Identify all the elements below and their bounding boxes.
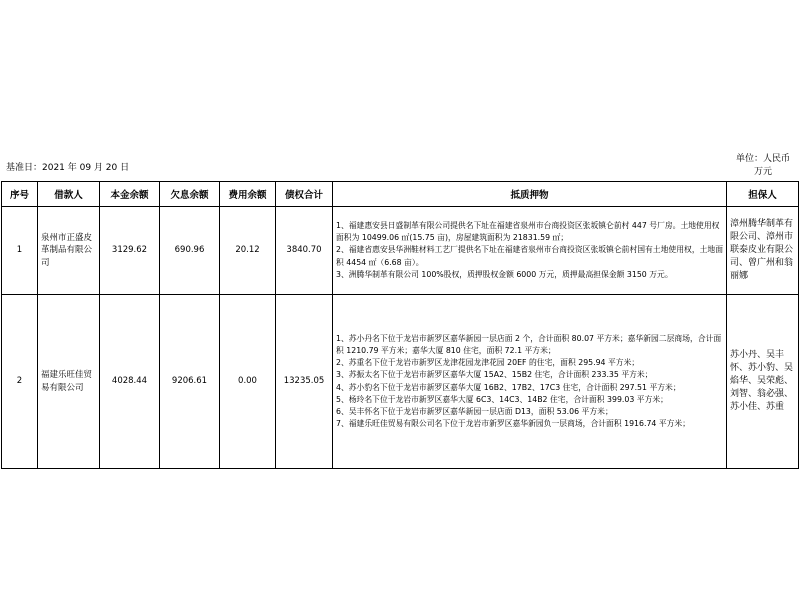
table-header-row	[2, 182, 799, 207]
borrower-name: 泉州市正盛皮革制品有限公司	[38, 207, 100, 295]
collateral-item: 2、福建省惠安县华洲鞋材料工艺厂提供名下址在福建省泉州市台商投资区张坂镇仑前村国有土地使用权，土地面积 4454 ㎡（6.68 亩）。	[336, 245, 724, 267]
collateral-item: 4、苏小豹名下位于龙岩市新罗区嘉华大厦 16B2、17B2、17C3 住宅，合计面积 297.51 平方米；	[336, 382, 681, 392]
collateral-cell	[333, 295, 727, 469]
collateral-item: 6、吴丰怀名下位于龙岩市新罗区嘉华新园一层店面 D13，面积 53.06 平方米；	[336, 406, 613, 416]
col-header-collateral: 抵质押物	[333, 182, 727, 207]
col-header-interest: 欠息余额	[160, 182, 220, 207]
borrower-name: 福建乐旺佳贸易有限公司	[38, 295, 100, 469]
unit-label	[730, 153, 796, 179]
unit-line-1: 单位：人民币	[735, 154, 790, 164]
collateral-item: 5、杨玲名下位于龙岩市新罗区嘉华大厦 6C3、14C3、14B2 住宅，合计面积 399.03 平方米；	[336, 394, 668, 404]
table-row	[2, 207, 799, 295]
interest-balance: 9206.61	[160, 295, 220, 469]
col-header-guarantor: 担保人	[727, 182, 799, 207]
principal-balance: 3129.62	[100, 207, 160, 295]
row-no: 2	[2, 295, 38, 469]
collateral-item: 1、福建惠安县日盛制革有限公司提供名下址在福建省泉州市台商投资区张坂镇仑前村 447 号厂房。土地使用权面积为 10499.06 ㎡(15.75 亩)，房屋建筑面积为 21831.59 ㎡；	[336, 220, 720, 243]
collateral-item: 3、苏振太名下位于龙岩市新罗区嘉华大厦 15A2、15B2 住宅，合计面积 233.35 平方米；	[336, 370, 653, 380]
base-date: 基准日：2021 年 09 月 20 日	[6, 163, 130, 173]
guarantor-cell: 漳州腾华制革有限公司、漳州市联泰皮业有限公司、曾广州和翁丽娜	[727, 207, 799, 295]
collateral-item: 2、苏重名下位于龙岩市新罗区龙津花园龙津花园 20EF 的住宅，面积 295.94 平方米；	[336, 358, 640, 368]
col-header-borrower: 借款人	[38, 182, 100, 207]
total-claim: 13235.05	[276, 295, 333, 469]
col-header-fees: 费用余额	[220, 182, 276, 207]
interest-balance: 690.96	[160, 207, 220, 295]
collateral-cell	[333, 207, 727, 295]
collateral-item: 3、洲腾华制革有限公司 100%股权，质押股权金额 6000 万元，质押最高担保金额 3150 万元。	[336, 269, 673, 279]
fee-balance: 20.12	[220, 207, 276, 295]
col-header-no: 序号	[2, 182, 38, 207]
row-no: 1	[2, 207, 38, 295]
debt-table	[1, 181, 799, 469]
collateral-item: 1、苏小丹名下位于龙岩市新罗区嘉华新园一层店面 2 个，合计面积 80.07 平方米；嘉华新园二层商场，合计面积 1210.79 平方米；嘉华大厦 810 住宅，面积 72.1 平方米；	[336, 333, 722, 355]
col-header-total: 债权合计	[276, 182, 333, 207]
principal-balance: 4028.44	[100, 295, 160, 469]
collateral-item: 7、福建乐旺佳贸易有限公司名下位于龙岩市新罗区嘉华新园负一层商场，合计面积 1916.74 平方米；	[336, 419, 691, 429]
total-claim: 3840.70	[276, 207, 333, 295]
col-header-principal: 本金余额	[100, 182, 160, 207]
fee-balance: 0.00	[220, 295, 276, 469]
guarantor-cell: 苏小丹、吴丰怀、苏小豹、吴焰华、吴荣彪、刘智、翁必强、苏小佳、苏重	[727, 295, 799, 469]
unit-line-2: 万元	[753, 167, 772, 177]
table-row	[2, 295, 799, 469]
